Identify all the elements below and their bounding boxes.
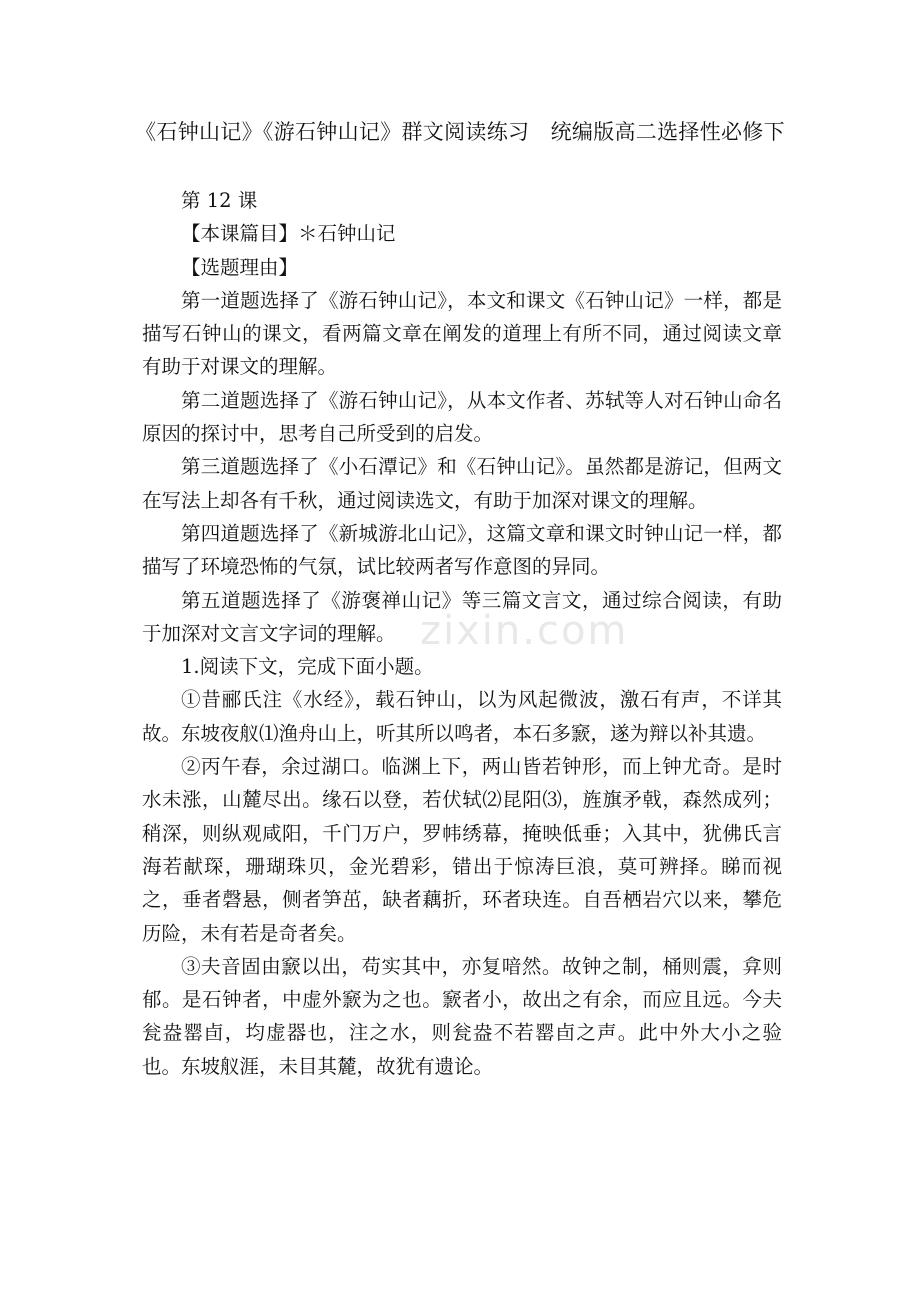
paragraph: 第二道题选择了《游石钟山记》，从本文作者、苏轼等人对石钟山命名原因的探讨中，思考自己所受到的启发。 [142,388,782,446]
question-prompt: 1.阅读下文，完成下面小题。 [181,655,434,679]
lesson-number: 第 12 课 [181,189,258,212]
paragraph: 第五道题选择了《游褒禅山记》等三篇文言文，通过综合阅读，有助于加深对文言文字词的理解。 [142,588,782,645]
document-body [142,184,782,1083]
paragraph: 第三道题选择了《小石潭记》和《石钟山记》。虽然都是游记，但两文在写法上却各有千秋，通过阅读选文，有助于加深对课文的理解。 [142,455,782,512]
reason-heading: 【选题理由】 [181,255,299,279]
passage-paragraph: ③夫音固由窾以出，苟实其中，亦复喑然。故钟之制，桶则震，弇则郁。是石钟者，中虚外窾为之也。窾者小，故出之有余，而应且远。今夫瓮盎罂卣，均虚器也，注之水，则瓮盎不若罂卣之声。此中外大小之验也。东坡舣涯，未目其麓，故犹有遗论。 [142,954,782,1078]
passage-paragraph: ②丙午春，余过湖口。临渊上下，两山皆若钟形，而上钟尤奇。是时水未涨，山麓尽出。缘石以登，若伏轼⑵昆阳⑶，旌旗矛戟，森然成列；稍深，则纵观咸阳，千门万户，罗帏绣幕，掩映低垂；入其中，犹佛氏言海若献琛，珊瑚珠贝，金光碧彩，错出于惊涛巨浪，莫可辨择。睇而视之，垂者磬悬，侧者笋茁，缺者藕折，环者玦连。自吾栖岩穴以来，攀危历险，未有若是奇者矣。 [142,755,782,945]
chapter-line: 【本课篇目】＊石钟山记 [181,222,396,246]
passage-paragraph: ①昔郦氏注《水经》，载石钟山，以为风起微波，激石有声，不详其故。东坡夜舣⑴渔舟山上，听其所以鸣者，本石多窾，遂为辩以补其遗。 [142,688,782,745]
paragraph: 第四道题选择了《新城游北山记》，这篇文章和课文时钟山记一样，都描写了环境恐怖的气氛，试比较两者写作意图的异同。 [142,521,782,579]
watermark: zixin.com [420,608,629,654]
document-title: 《石钟山记》《游石钟山记》群文阅读练习 统编版高二选择性必修下 [135,120,785,144]
paragraph: 第一道题选择了《游石钟山记》，本文和课文《石钟山记》一样，都是描写石钟山的课文，看两篇文章在阐发的道理上有所不同，通过阅读文章有助于对课文的理解。 [142,288,782,379]
